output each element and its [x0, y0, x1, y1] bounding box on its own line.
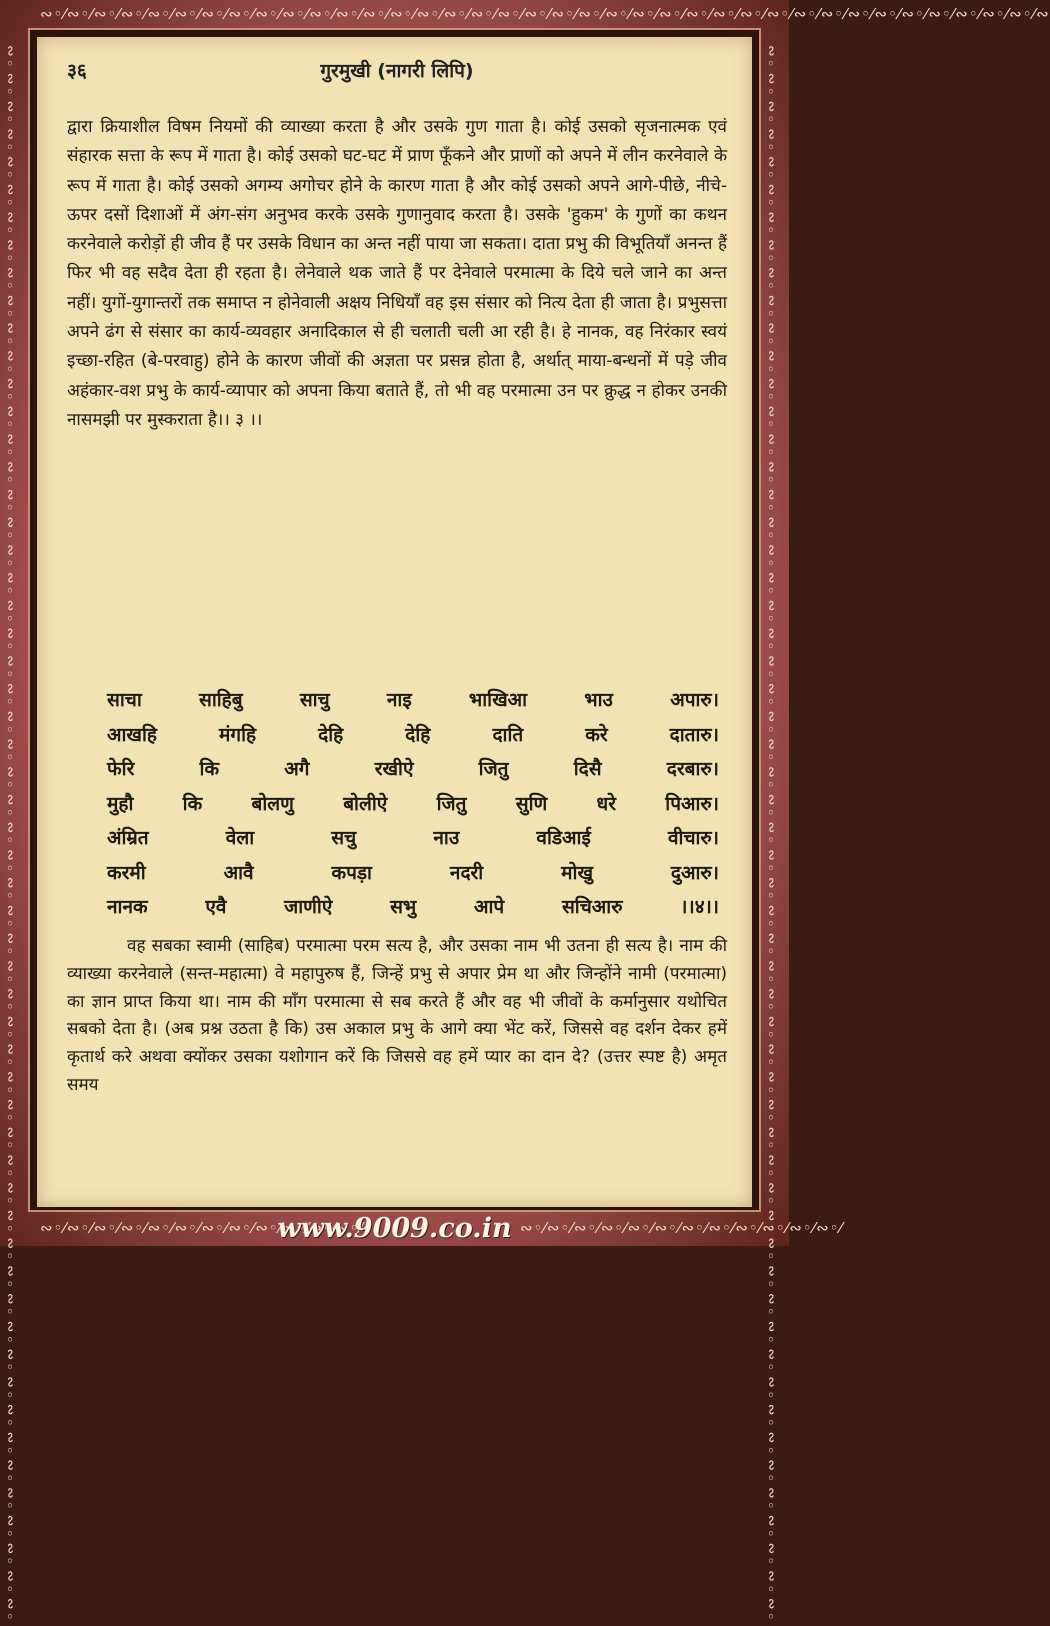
- running-title: गुरमुखी (नागरी लिपि): [320, 60, 474, 82]
- verse-line: साचा साहिबु साचु नाइ भाखिआ भाउ अपारु।: [107, 689, 719, 711]
- verse-line: नानक एवै जाणीऐ सभु आपे सचिआरु ।।४।।: [107, 896, 719, 918]
- site-url-watermark[interactable]: www.9009.co.in: [277, 1213, 512, 1244]
- bottom-right-ornament: ∾◦⁄∾◦⁄∾◦⁄∾◦⁄∾◦⁄∾◦⁄∾◦⁄∾◦⁄∾◦⁄∾◦⁄∾◦⁄∾◦⁄: [520, 1219, 844, 1237]
- bottom-left-ornament: ∾◦⁄∾◦⁄∾◦⁄∾◦⁄∾◦⁄∾◦⁄∾◦⁄∾◦⁄∾◦⁄∾◦⁄∾◦⁄∾◦⁄: [40, 1219, 364, 1237]
- page-number: ३६: [67, 60, 87, 82]
- book-page: [37, 37, 752, 1207]
- verse-block: [107, 683, 719, 925]
- verse-line: करमी आवै कपड़ा नदरी मोखु दुआरु।: [107, 861, 719, 884]
- verse-line: मुहौ कि बोलणु बोलीऐ जितु सुणि धरे पिआरु।: [107, 792, 719, 815]
- right-ornament: ∾◦∾◦∾◦∾◦∾◦∾◦∾◦∾◦∾◦∾◦∾◦∾◦∾◦∾◦∾◦∾◦∾◦∾◦∾◦∾◦∾◦∾◦∾◦∾◦∾◦∾◦∾◦∾◦∾◦∾◦∾◦∾◦∾◦∾◦∾◦∾◦∾◦∾◦∾◦∾◦∾◦∾◦∾◦∾◦∾◦∾◦∾◦∾◦∾◦∾◦∾◦∾◦∾◦∾◦∾◦∾◦∾◦: [763, 45, 779, 1626]
- verse-line: आखहि मंगहि देहि देहि दाति करे दातारु।: [107, 723, 719, 746]
- commentary-paragraph-top: द्वारा क्रियाशील विषम नियमों की व्याख्या करता है और उसके गुण गाता है। कोई उसको सृजनात्मक एवं संहारक सत्ता के रूप में गाता है। कोई उसको घट-घट में प्राण फूँकने और प्राणों को अपने में लीन करनेवाले के रूप में गाता है। कोई उसको अगम्य अगोचर होने के कारण गाता है और कोई उसको अपने आगे-पीछे, नीचे-ऊपर दसों दिशाओं में अंग-संग अनुभव करके उसके गुणानुवाद करता है। उसके 'हुकम' के गुणों का कथन करनेवाले करोड़ों ही जीव हैं पर उसके विधान का अन्त नहीं पाया जा सकता। दाता प्रभु की विभूतियाँ अनन्त हैं फिर भी वह सदैव देता ही रहता है। लेनेवाले थक जाते हैं पर देनेवाले परमात्मा के दिये चले जाने का अन्त नहीं। युगों-युगान्तरों तक समाप्त न होनेवाली अक्षय निधियाँ वह इस संसार को नित्य देता ही जाता है। प्रभुसत्ता अपने ढंग से संसार का कार्य-व्यवहार अनादिकाल से ही चलाती चली आ रही है। हे नानक, वह निरंकार स्वयं इच्छा-रहित (बे-परवाहु) होने के कारण जीवों की अज्ञता पर प्रसन्न होता है, अर्थात् माया-बन्धनों में पड़े जीव अहंकार-वश प्रभु के कार्य-व्यापार को अपना किया बताते हैं, तो भी वह परमात्मा उन पर क्रुद्ध न होकर उनकी नासमझी पर मुस्कराता है।। ३ ।।: [67, 117, 727, 430]
- page-header: [67, 57, 727, 91]
- left-ornament: ∾◦∾◦∾◦∾◦∾◦∾◦∾◦∾◦∾◦∾◦∾◦∾◦∾◦∾◦∾◦∾◦∾◦∾◦∾◦∾◦∾◦∾◦∾◦∾◦∾◦∾◦∾◦∾◦∾◦∾◦∾◦∾◦∾◦∾◦∾◦∾◦∾◦∾◦∾◦∾◦∾◦∾◦∾◦∾◦∾◦∾◦∾◦∾◦∾◦∾◦∾◦∾◦∾◦∾◦∾◦∾◦∾◦: [2, 45, 18, 1626]
- top-ornament: ∾◦⁄∾◦⁄∾◦⁄∾◦⁄∾◦⁄∾◦⁄∾◦⁄∾◦⁄∾◦⁄∾◦⁄∾◦⁄∾◦⁄∾◦⁄∾◦⁄∾◦⁄∾◦⁄∾◦⁄∾◦⁄∾◦⁄∾◦⁄∾◦⁄∾◦⁄∾◦⁄∾◦⁄∾◦⁄∾◦⁄∾◦⁄∾◦⁄∾◦⁄∾◦⁄∾◦⁄∾◦⁄∾◦⁄∾◦⁄∾◦⁄∾◦⁄∾◦⁄∾: [40, 5, 1050, 23]
- commentary-paragraph-bottom: वह सबका स्वामी (साहिब) परमात्मा परम सत्य है, और उसका नाम भी उतना ही सत्य है। नाम की व्याख्या करनेवाले (सन्त-महात्मा) वे महापुरुष हैं, जिन्हें प्रभु से अपार प्रेम था और जिन्होंने नामी (परमात्मा) का ज्ञान प्राप्त किया था। नाम की माँग परमात्मा से सब करते हैं और वह भी जीवों के कर्मानुसार यथोचित सबको देता है। (अब प्रश्न उठता है कि) उस अकाल प्रभु के आगे क्या भेंट करें, जिससे वह दर्शन देकर हमें कृतार्थ करे अथवा क्योंकर उसका यशोगान करें कि जिससे वह हमें प्यार का दान दे? (उत्तर स्पष्ट है) अमृत समय: [67, 936, 727, 1095]
- verse-line: अंम्रित वेला सचु नाउ वडिआई वीचारु।: [107, 827, 719, 849]
- verse-line: फेरि कि अगै रखीऐ जितु दिसै दरबारु।: [107, 758, 719, 780]
- bleed-through-shadow: [457, 577, 727, 647]
